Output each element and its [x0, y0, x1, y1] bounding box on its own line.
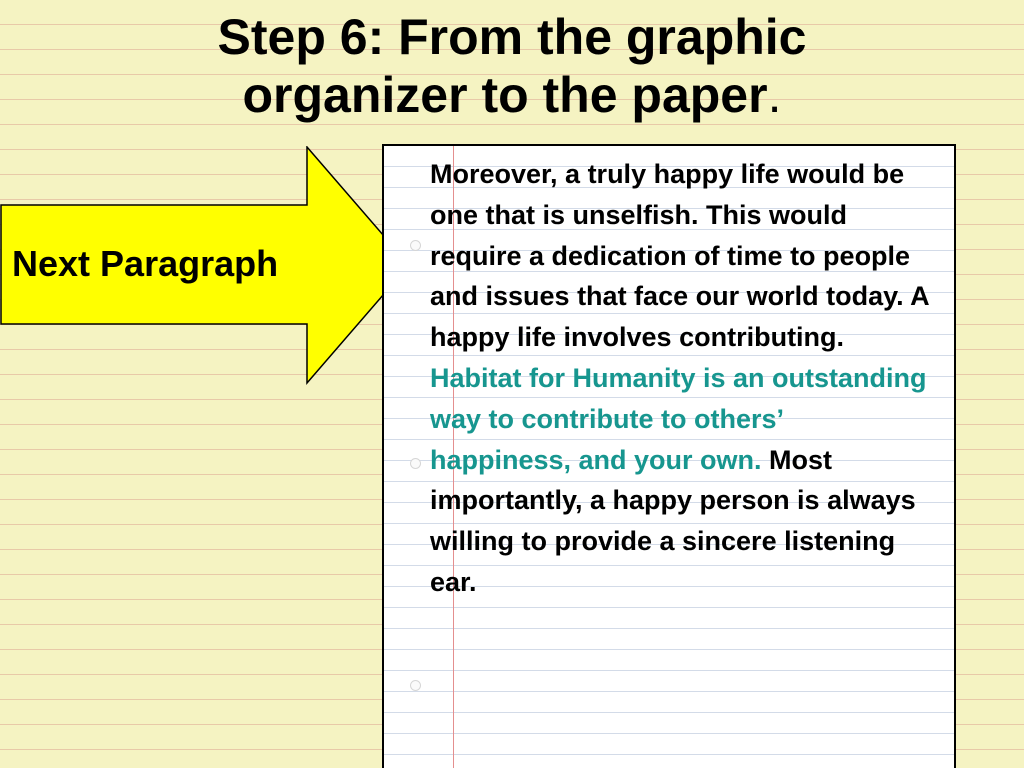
punch-hole-icon	[410, 680, 421, 691]
punch-hole-icon	[410, 240, 421, 251]
paragraph-text-highlight: Habitat for Humanity is an outstanding way to contribute to others’ happiness, and your own.	[430, 362, 927, 475]
title-line-2-text: organizer to the paper	[242, 67, 768, 123]
paragraph-text	[430, 154, 930, 603]
slide-title	[100, 8, 924, 124]
arrow-label: Next Paragraph	[12, 243, 279, 284]
paragraph-text-intro: Moreover, a truly happy life would be one that is unselfish. This would require a dedication of time to people and issues that face our world today. A happy life involves contributing.	[430, 159, 929, 353]
notebook-paper	[382, 144, 956, 768]
paragraph-text-closing: Most importantly, a happy person is always willing to provide a sincere listening ear.	[430, 444, 916, 597]
punch-hole-icon	[410, 458, 421, 469]
title-line-2	[100, 66, 924, 124]
title-line-1: Step 6: From the graphic	[217, 9, 807, 65]
next-paragraph-arrow	[0, 146, 412, 386]
title-period: .	[767, 67, 782, 123]
